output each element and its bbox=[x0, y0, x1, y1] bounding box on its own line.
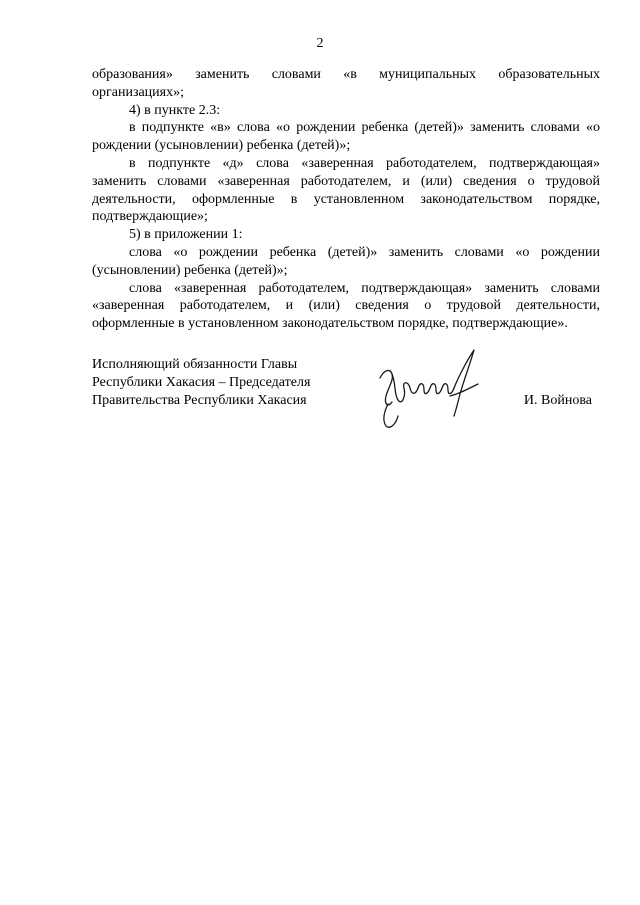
paragraph-4: в подпункте «д» слова «заверенная работодателем, подтверждающая» заменить словами «заверенная работодателем, и (или) сведения о трудовой деятельности, оформленные в установленном законодательством порядке, подтверждающие»; bbox=[92, 155, 600, 225]
paragraph-6: слова «о рождении ребенка (детей)» заменить словами «о рождении (усыновлении) ребенка (детей)»; bbox=[92, 244, 600, 278]
signature-block bbox=[92, 356, 600, 436]
handwritten-signature bbox=[374, 344, 494, 432]
signatory-title-line-3: Правительства Республики Хакасия bbox=[92, 393, 307, 408]
paragraph-2: 4) в пункте 2.3: bbox=[129, 102, 221, 118]
paragraph-3: в подпункте «в» слова «о рождении ребенка (детей)» заменить словами «о рождении (усыновлении) ребенка (детей)»; bbox=[92, 120, 600, 154]
page-number: 2 bbox=[316, 36, 324, 51]
paragraph-1: образования» заменить словами «в муниципальных образовательных организациях»; bbox=[92, 67, 600, 100]
signatory-title-line-1: Исполняющий обязанности Главы bbox=[92, 357, 298, 372]
document-body bbox=[92, 66, 600, 333]
signatory-name: И. Войнова bbox=[523, 393, 592, 408]
signatory-title bbox=[92, 356, 310, 410]
paragraph-5: 5) в приложении 1: bbox=[129, 227, 243, 243]
signatory-title-line-2: Республики Хакасия – Председателя bbox=[92, 375, 311, 390]
paragraph-7: слова «заверенная работодателем, подтверждающая» заменить словами «заверенная работодателем, и (или) сведения о трудовой деятельности, оформленные в установленном законодательством порядке, подтверждающие». bbox=[92, 280, 600, 332]
